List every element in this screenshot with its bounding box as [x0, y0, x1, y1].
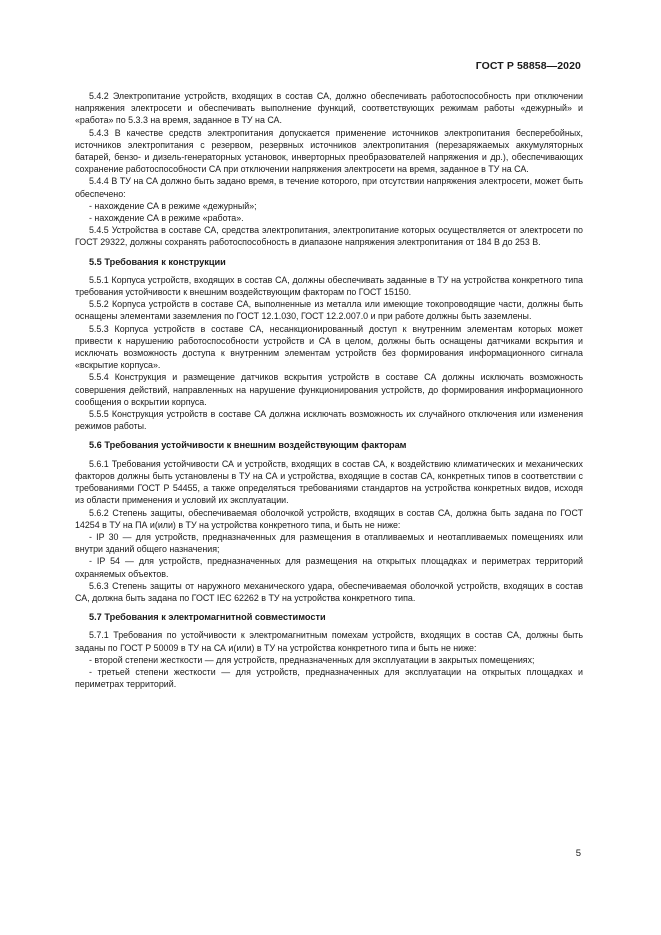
section-heading-5-5: 5.5 Требования к конструкции: [89, 256, 226, 267]
paragraph-5-4-2: 5.4.2 Электропитание устройств, входящих в состав СА, должно обеспечивать работоспособность при отключении напряжения электросети и обеспечивать выполнение функций, соответствующих режимам работы «дежурный» и «работа» по 5.3.3 на время, заданное в ТУ на СА.: [75, 91, 583, 126]
list-item: - IP 30 — для устройств, предназначенных для размещения в отапливаемых и неотапливаемых помещениях или внутри зданий общего назначения;: [75, 531, 583, 555]
paragraph-5-5-5: 5.5.5 Конструкция устройств в составе СА должна исключать возможность их случайного отключения или изменения режимов работы.: [75, 409, 583, 432]
paragraph-5-4-5: 5.4.5 Устройства в составе СА, средства электропитания, электропитание которых осуществляется от электросети по ГОСТ 29322, должны сохранять работоспособность в диапазоне напряжения электропитания от 184 В до 253 В.: [75, 225, 583, 248]
paragraph-5-4-4: 5.4.4 В ТУ на СА должно быть задано время, в течение которого, при отсутствии напряжения электросети, может быть обеспечено:: [75, 176, 583, 199]
list-item: - третьей степени жесткости — для устройств, предназначенных для эксплуатации на открытых площадках и периметрах территорий.: [75, 666, 583, 690]
paragraph-5-5-3: 5.5.3 Корпуса устройств в составе СА, несанкционированный доступ к внутренним элементам которых может привести к нарушению работоспособности устройств и СА в целом, должны быть оснащены датчиками вскрытия и исключать возможность доступа к внутренним элементам устройств без формирования информационного сигнала «вскрытие корпуса».: [75, 323, 583, 371]
section-heading-5-6: 5.6 Требования устойчивости к внешним воздействующим факторам: [89, 440, 407, 451]
paragraph-5-7-1: 5.7.1 Требования по устойчивости к электромагнитным помехам устройств, входящих в состав СА, должны быть заданы по ГОСТ Р 50009 в ТУ на СА и(или) в ТУ на устройства конкретного типа и быть не ниже:: [75, 630, 583, 653]
document-body: [75, 90, 583, 690]
paragraph-5-5-1: 5.5.1 Корпуса устройств, входящих в состав СА, должны обеспечивать заданные в ТУ на устройства конкретного типа требования устойчивости к внешним воздействующим факторам по ГОСТ 15150.: [75, 274, 583, 298]
paragraph-5-5-2: 5.5.2 Корпуса устройств в составе СА, выполненные из металла или имеющие токопроводящие части, должны быть оснащены элементами заземления по ГОСТ 12.1.030, ГОСТ 12.2.007.0 и при работе должны быть заземлены.: [75, 299, 583, 322]
paragraph-5-6-3: 5.6.3 Степень защиты от наружного механического удара, обеспечиваемая оболочкой устройств, входящих в состав СА, должна быть задана по ГОСТ IEC 62262 в ТУ на устройства конкретного типа.: [75, 580, 583, 603]
list-item: - нахождение СА в режиме «дежурный»;: [89, 200, 257, 211]
list-item: - IP 54 — для устройств, предназначенных для размещения на открытых площадках и периметрах территорий охраняемых объектов.: [75, 556, 583, 579]
paragraph-5-6-2: 5.6.2 Степень защиты, обеспечиваемая оболочкой устройств, входящих в состав СА, должна быть задана по ГОСТ 14254 в ТУ на ПА и(или) в ТУ на устройства конкретного типа, и быть не ниже:: [75, 507, 583, 530]
paragraph-5-5-4: 5.5.4 Конструкция и размещение датчиков вскрытия устройств в составе СА должны исключать возможность совершения действий, направленных на нарушение функционирования устройств, до формирования информационного сообщения о вскрытии корпуса.: [75, 372, 583, 407]
section-heading-5-7: 5.7 Требования к электромагнитной совместимости: [89, 612, 326, 623]
list-item: - второй степени жесткости — для устройств, предназначенных для эксплуатации в закрытых помещениях;: [89, 654, 535, 665]
paragraph-5-4-3: 5.4.3 В качестве средств электропитания допускается применение источников электропитания бесперебойных, источников электропитания с резервом, резервных источников электропитания (перезаряжаемых аккумуляторных батарей, бензо- и дизель-генераторных установок, инверторных преобразователей напряжения и др.), обеспечивающих сохранение работоспособности СА при отключении напряжения электросети на время, заданное в ТУ на СА.: [75, 127, 583, 175]
paragraph-5-6-1: 5.6.1 Требования устойчивости СА и устройств, входящих в состав СА, к воздействию климатических и механических факторов должны быть установлены в ТУ на СА и устройства, входящие в состав СА, конкретных типов в соответствии с требованиями ГОСТ Р 54455, а также определяться требованиями стандартов на устройства конкретных видов, исходя из области применения и условий их эксплуатации.: [75, 458, 583, 506]
list-item: - нахождение СА в режиме «работа».: [89, 213, 244, 224]
document-header: ГОСТ Р 58858—2020: [475, 60, 581, 72]
page-number: 5: [575, 848, 581, 859]
